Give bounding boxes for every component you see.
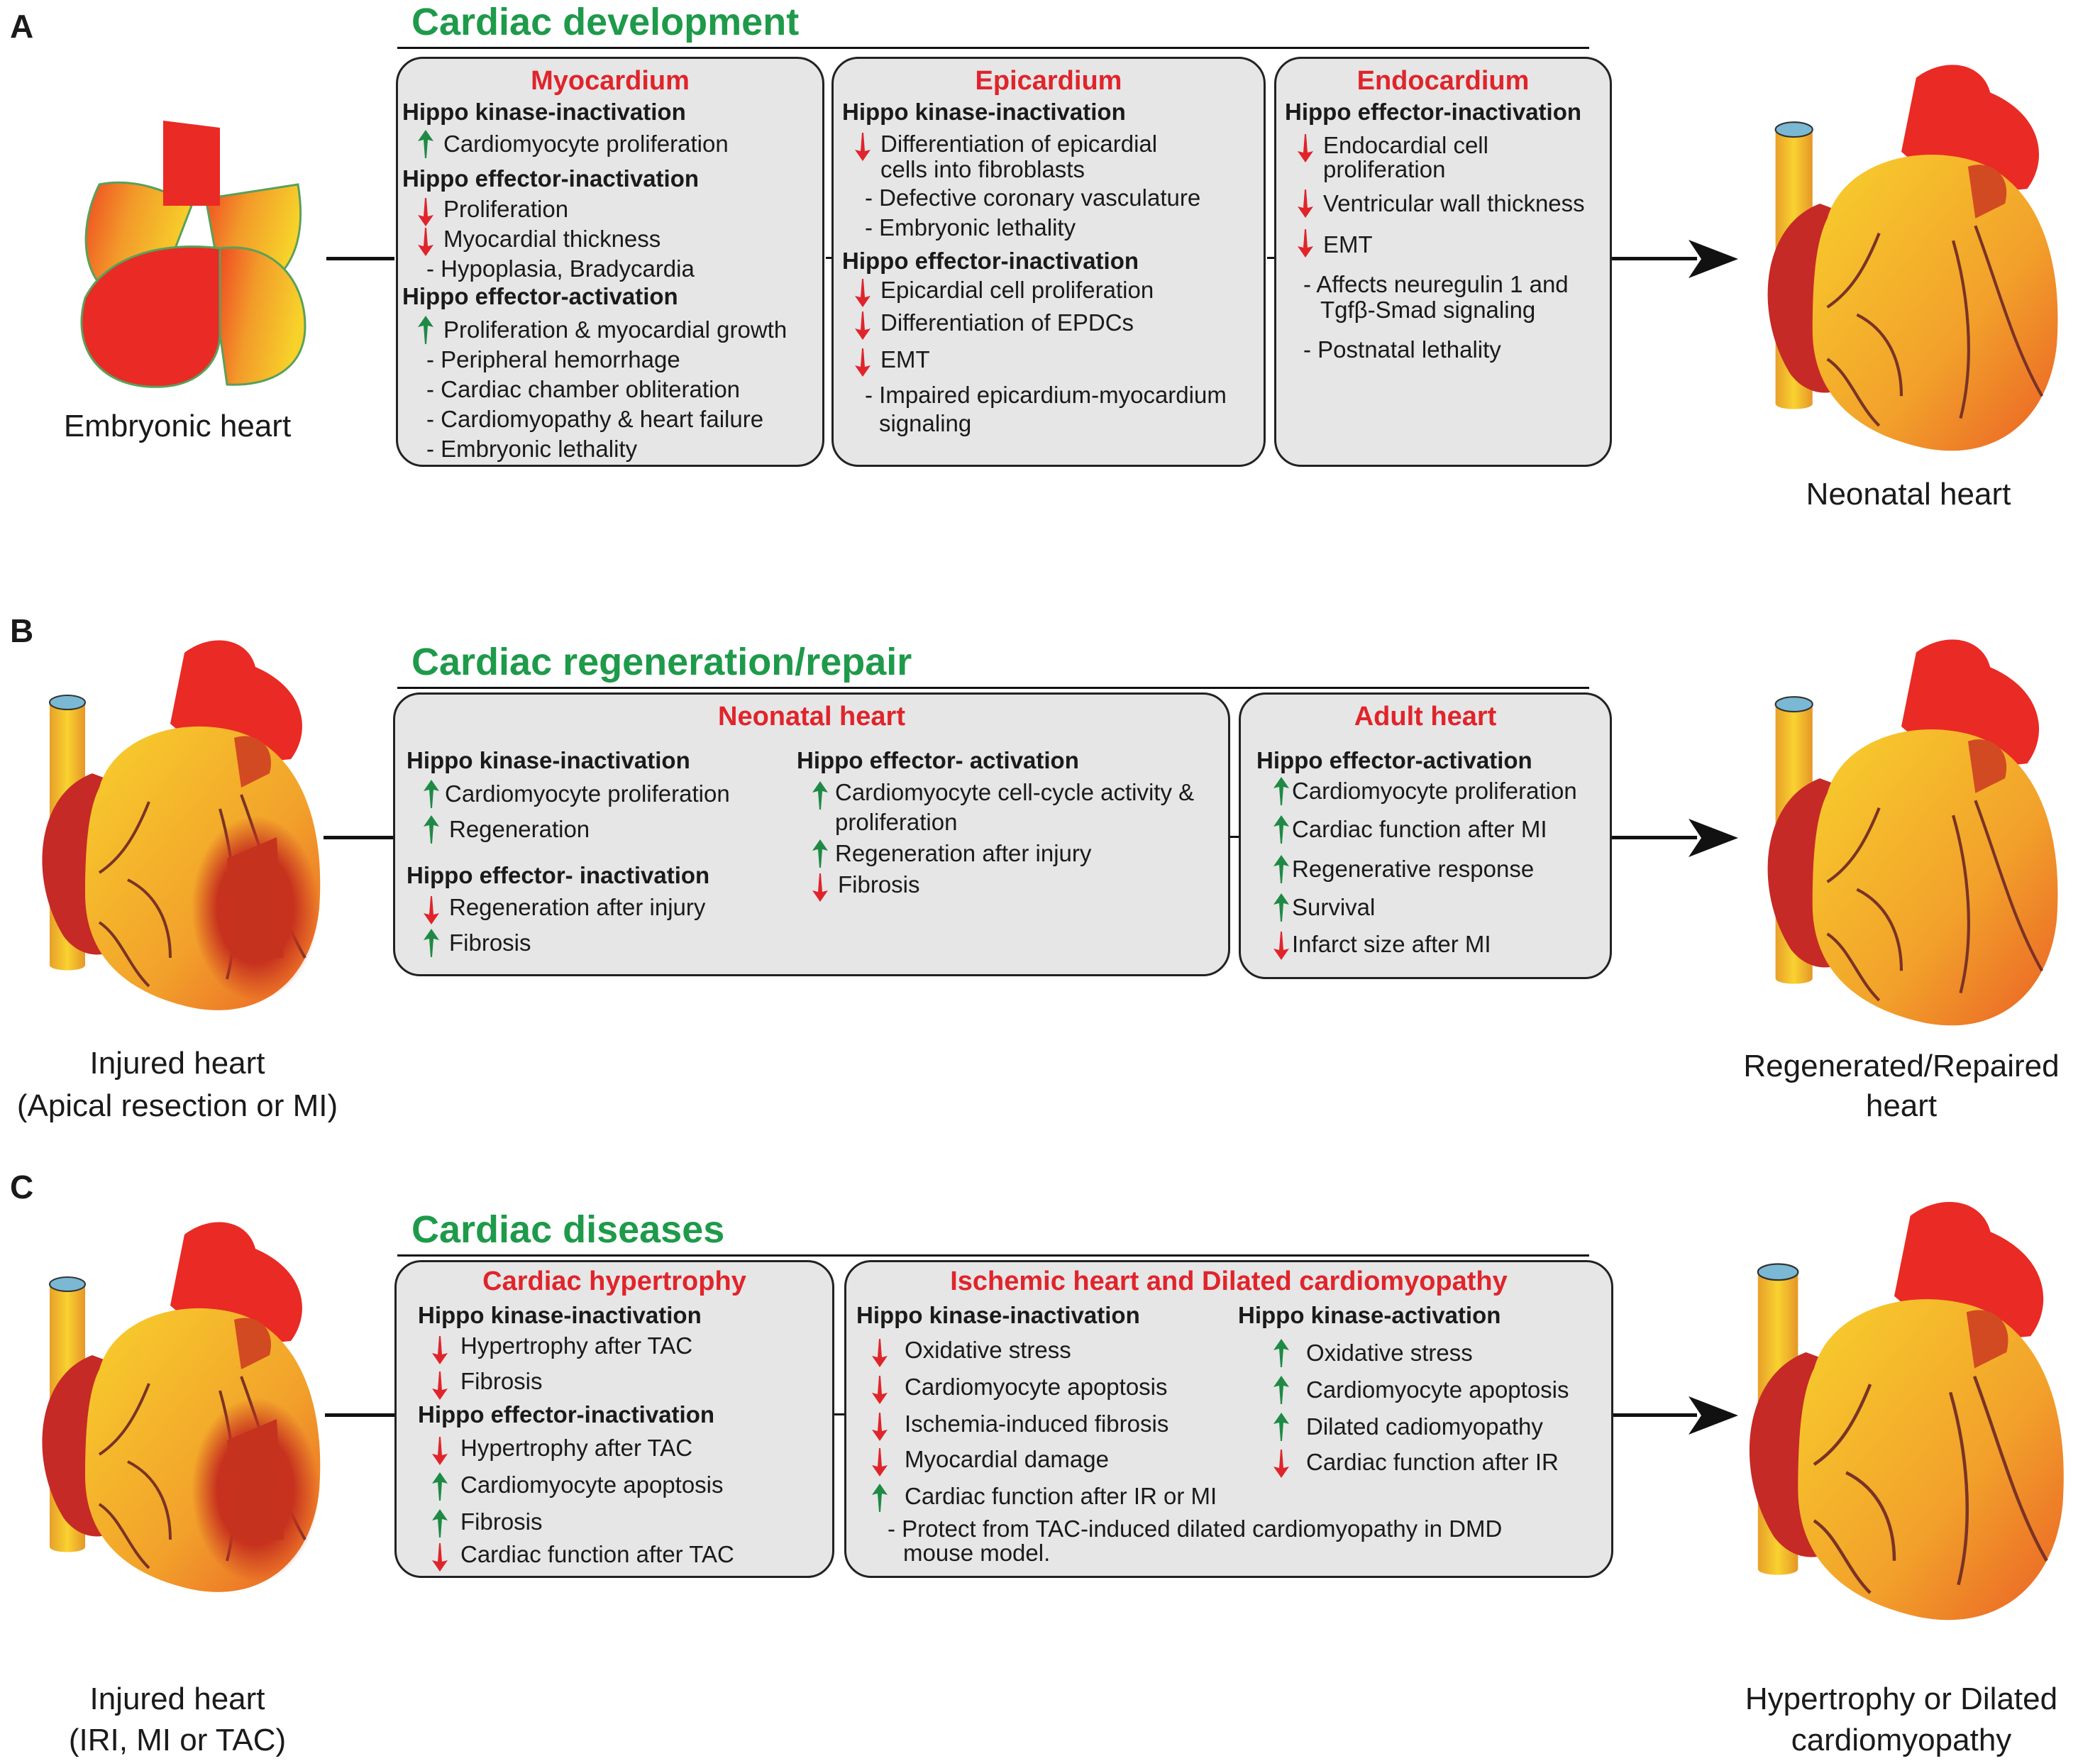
effect-line: EMT xyxy=(1323,231,1373,258)
down-arrow-icon xyxy=(1298,229,1313,258)
detail-line: - Impaired epicardium-myocardium xyxy=(865,382,1227,408)
effect-line: Regenerative response xyxy=(1292,856,1535,882)
neonatal-heart-caption: Neonatal heart xyxy=(1806,477,2011,512)
effect-line: Infarct size after MI xyxy=(1292,931,1491,957)
down-arrow-icon xyxy=(418,228,433,256)
up-arrow-icon xyxy=(424,929,439,957)
effect-line: Fibrosis xyxy=(460,1508,543,1535)
down-arrow-icon xyxy=(855,279,871,307)
down-arrow-icon xyxy=(418,198,433,226)
effect-line-cont: cells into fibroblasts xyxy=(880,156,1085,182)
panel-a-title-rule xyxy=(397,47,1589,49)
heading: Hippo kinase-inactivation xyxy=(856,1302,1140,1328)
up-arrow-icon xyxy=(812,781,828,810)
effect-line: Fibrosis xyxy=(449,929,531,956)
panel-c-connector-left xyxy=(325,1413,394,1417)
effect-line: Cardiomyocyte cell-cycle activity & xyxy=(835,779,1195,805)
down-arrow-icon xyxy=(1273,1450,1289,1478)
endocardium-box xyxy=(1274,57,1612,467)
regenerated-heart-illustration xyxy=(1731,617,2072,1043)
injured-heart-illustration xyxy=(7,617,333,1029)
effect-line-cont: proliferation xyxy=(1323,156,1446,182)
detail-line: - Embryonic lethality xyxy=(865,214,1076,241)
regenerated-heart-caption-2: heart xyxy=(1865,1088,1938,1123)
panel-c-connector-right xyxy=(1612,1413,1697,1417)
effect-line: Hypertrophy after TAC xyxy=(460,1435,693,1461)
neonatal-heart-illustration xyxy=(1731,43,2072,468)
down-arrow-icon xyxy=(812,873,828,902)
up-arrow-icon xyxy=(1273,815,1289,844)
up-arrow-icon xyxy=(418,130,433,158)
effect-line: Cardiomyocyte apoptosis xyxy=(460,1472,724,1498)
heading: Hippo effector-activation xyxy=(402,283,678,309)
heading: Hippo effector-inactivation xyxy=(402,165,700,192)
effect-line: Ventricular wall thickness xyxy=(1323,190,1585,216)
panel-b-connector-left xyxy=(324,836,394,839)
up-arrow-icon xyxy=(432,1509,448,1538)
effect-line: Fibrosis xyxy=(460,1368,543,1394)
detail-line: - Defective coronary vasculature xyxy=(865,184,1201,211)
down-arrow-icon xyxy=(872,1413,888,1441)
effect-line: Ischemia-induced fibrosis xyxy=(905,1411,1169,1437)
effect-line: Cardiomyocyte proliferation xyxy=(443,131,729,157)
injured-heart-caption-2: (Apical resection or MI) xyxy=(16,1088,338,1123)
effect-line: Proliferation xyxy=(443,196,569,222)
effect-line: Cardiac function after IR xyxy=(1306,1449,1559,1475)
up-arrow-icon xyxy=(1273,855,1289,883)
detail-line: - Protect from TAC-induced dilated cardiomyopathy in DMD xyxy=(888,1516,1503,1542)
effect-line: EMT xyxy=(880,346,930,372)
up-arrow-icon xyxy=(418,316,433,344)
effect-line: Cardiomyocyte proliferation xyxy=(1292,778,1577,804)
injured-heart-c-caption-1: Injured heart xyxy=(89,1682,265,1716)
box-title: Epicardium xyxy=(975,66,1122,96)
injured-heart-c-caption-2: (IRI, MI or TAC) xyxy=(68,1723,287,1757)
up-arrow-icon xyxy=(424,780,439,808)
heading: Hippo effector- activation xyxy=(797,747,1079,773)
panel-a-title: Cardiac development xyxy=(411,1,800,43)
detail-line: - Cardiomyopathy & heart failure xyxy=(426,406,764,432)
regenerated-heart-caption-1: Regenerated/Repaired xyxy=(1743,1049,2060,1083)
panel-c-label: C xyxy=(10,1169,34,1205)
detail-line: - Cardiac chamber obliteration xyxy=(426,376,741,402)
detail-line: - Postnatal lethality xyxy=(1303,336,1501,363)
heading: Hippo kinase-inactivation xyxy=(402,99,686,125)
effect-line: Fibrosis xyxy=(838,871,920,898)
heading: Hippo effector- inactivation xyxy=(407,862,710,888)
down-arrow-icon xyxy=(1273,932,1289,960)
heading: Hippo effector-inactivation xyxy=(418,1401,715,1428)
effect-line: Regeneration after injury xyxy=(449,894,706,920)
detail-line-cont: signaling xyxy=(879,410,972,436)
effect-line: Dilated cadiomyopathy xyxy=(1306,1413,1543,1440)
up-arrow-icon xyxy=(1273,1376,1289,1404)
effect-line: Oxidative stress xyxy=(1306,1340,1473,1366)
down-arrow-icon xyxy=(872,1339,888,1367)
effect-line-cont: proliferation xyxy=(835,809,958,835)
down-arrow-icon xyxy=(872,1448,888,1476)
effect-line: Oxidative stress xyxy=(905,1337,1071,1363)
effect-line: Survival xyxy=(1292,894,1376,920)
injured-heart-c-illustration xyxy=(7,1199,333,1611)
down-arrow-icon xyxy=(855,133,871,161)
effect-line: Cardiac function after TAC xyxy=(460,1541,734,1567)
detail-line-cont: mouse model. xyxy=(903,1540,1051,1566)
down-arrow-icon xyxy=(432,1371,448,1400)
adult-heart-box xyxy=(1239,692,1612,979)
embryonic-heart-illustration xyxy=(57,121,312,390)
dilated-heart-caption-1: Hypertrophy or Dilated xyxy=(1745,1682,2058,1716)
box-title: Endocardium xyxy=(1356,66,1530,96)
down-arrow-icon xyxy=(855,311,871,340)
panel-c-title: Cardiac diseases xyxy=(411,1208,725,1251)
effect-line: Differentiation of epicardial xyxy=(880,131,1158,157)
cardiac-hypertrophy-box xyxy=(394,1260,834,1578)
box-title: Cardiac hypertrophy xyxy=(482,1266,746,1296)
down-arrow-icon xyxy=(1298,134,1313,162)
panel-a-connector-left xyxy=(326,257,394,260)
up-arrow-icon xyxy=(1273,1339,1289,1367)
effect-line: Regeneration xyxy=(449,816,590,842)
up-arrow-icon xyxy=(872,1484,888,1512)
heading: Hippo effector-inactivation xyxy=(842,248,1139,274)
panel-b-title: Cardiac regeneration/repair xyxy=(411,641,912,683)
effect-line: Cardiomyocyte apoptosis xyxy=(905,1374,1168,1400)
effect-line: Proliferation & myocardial growth xyxy=(443,316,788,343)
heading: Hippo kinase-activation xyxy=(1238,1302,1501,1328)
up-arrow-icon xyxy=(1273,893,1289,922)
heading: Hippo kinase-inactivation xyxy=(842,99,1126,125)
down-arrow-icon xyxy=(424,896,439,924)
heading: Hippo effector-activation xyxy=(1256,747,1532,773)
down-arrow-icon xyxy=(432,1437,448,1465)
effect-line: Cardiomyocyte apoptosis xyxy=(1306,1376,1569,1403)
detail-line: - Embryonic lethality xyxy=(426,436,638,462)
panel-c-title-rule xyxy=(397,1254,1589,1257)
effect-line: Regeneration after injury xyxy=(835,840,1092,866)
epicardium-box xyxy=(831,57,1266,467)
detail-line-cont: Tgfβ-Smad signaling xyxy=(1320,297,1536,323)
detail-line: - Hypoplasia, Bradycardia xyxy=(426,255,695,282)
panel-b-connector-right xyxy=(1612,836,1697,839)
effect-line: Myocardial damage xyxy=(905,1446,1109,1472)
down-arrow-icon xyxy=(872,1376,888,1404)
effect-line: Cardiac function after MI xyxy=(1292,816,1547,842)
down-arrow-icon xyxy=(432,1336,448,1364)
embryonic-heart-caption: Embryonic heart xyxy=(63,409,292,443)
up-arrow-icon xyxy=(424,815,439,844)
effect-line: Myocardial thickness xyxy=(443,226,661,252)
dilated-heart-illustration xyxy=(1710,1164,2079,1653)
injured-heart-caption-1: Injured heart xyxy=(89,1046,265,1081)
box-title: Myocardium xyxy=(531,66,690,96)
box-title: Adult heart xyxy=(1354,702,1497,732)
dilated-heart-caption-2: cardiomyopathy xyxy=(1791,1723,2012,1757)
down-arrow-icon xyxy=(855,348,871,377)
panel-a-connector-right xyxy=(1612,257,1697,260)
myocardium-box xyxy=(396,57,824,467)
effect-line: Epicardial cell proliferation xyxy=(880,277,1154,303)
panel-b-title-rule xyxy=(397,687,1589,689)
box-title: Ischemic heart and Dilated cardiomyopathy xyxy=(950,1266,1508,1296)
box-title: Neonatal heart xyxy=(718,702,905,732)
heading: Hippo kinase-inactivation xyxy=(407,747,690,773)
panel-b-label: B xyxy=(10,612,34,649)
heading: Hippo kinase-inactivation xyxy=(418,1302,702,1328)
effect-line: Cardiac function after IR or MI xyxy=(905,1483,1217,1509)
neonatal-heart-box xyxy=(393,692,1230,976)
panel-a-label: A xyxy=(10,8,34,45)
down-arrow-icon xyxy=(432,1543,448,1572)
detail-line: - Affects neuregulin 1 and xyxy=(1303,271,1569,297)
effect-line: Endocardial cell xyxy=(1323,132,1488,158)
effect-line: Differentiation of EPDCs xyxy=(880,309,1134,336)
effect-line: Hypertrophy after TAC xyxy=(460,1332,693,1359)
detail-line: - Peripheral hemorrhage xyxy=(426,346,680,372)
down-arrow-icon xyxy=(1298,189,1313,218)
ischemic-dcm-box xyxy=(844,1260,1613,1578)
effect-line: Cardiomyocyte proliferation xyxy=(445,780,730,807)
heading: Hippo effector-inactivation xyxy=(1285,99,1582,125)
up-arrow-icon xyxy=(812,839,828,868)
up-arrow-icon xyxy=(1273,777,1289,805)
up-arrow-icon xyxy=(1273,1413,1289,1441)
up-arrow-icon xyxy=(432,1472,448,1501)
